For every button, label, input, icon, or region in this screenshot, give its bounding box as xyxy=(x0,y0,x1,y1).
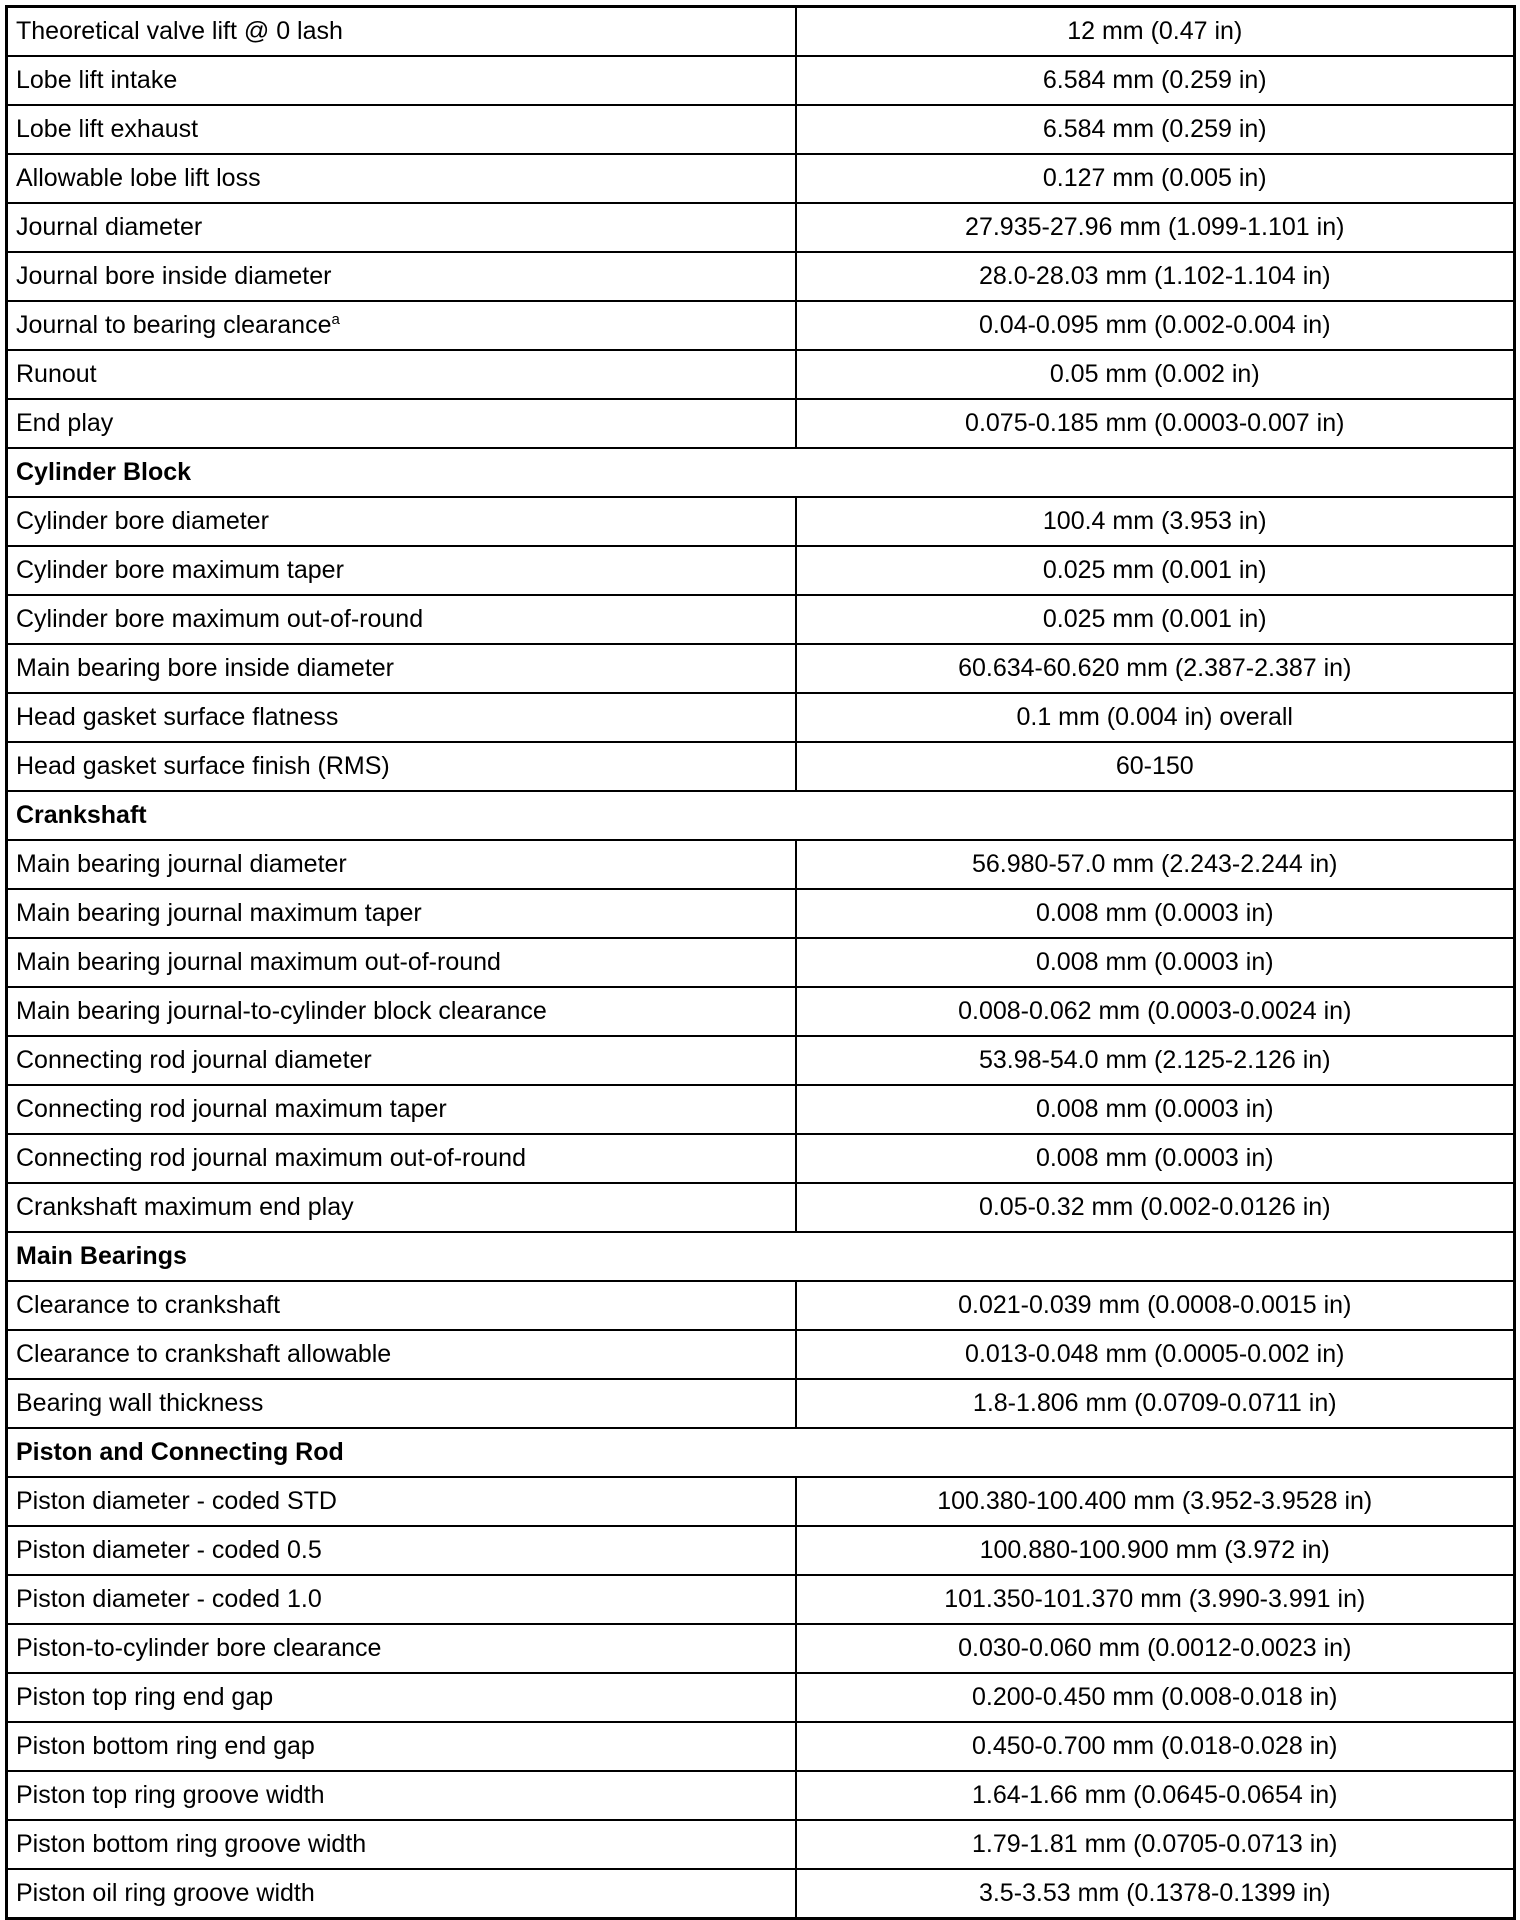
spec-value: 6.584 mm (0.259 in) xyxy=(796,105,1515,154)
spec-label-cell xyxy=(7,1869,796,1919)
spec-value: 0.008-0.062 mm (0.0003-0.0024 in) xyxy=(796,987,1515,1036)
spec-label-cell xyxy=(7,350,796,399)
spec-value: 1.79-1.81 mm (0.0705-0.0713 in) xyxy=(796,1820,1515,1869)
spec-label: Crankshaft maximum end play xyxy=(16,1193,354,1221)
spec-label: Main bearing journal maximum out-of-round xyxy=(16,948,501,976)
spec-label-cell xyxy=(7,1085,796,1134)
table-row xyxy=(7,1183,1515,1232)
spec-label-cell xyxy=(7,595,796,644)
spec-label-cell xyxy=(7,1330,796,1379)
spec-value: 0.05 mm (0.002 in) xyxy=(796,350,1515,399)
spec-label: Piston bottom ring end gap xyxy=(16,1732,315,1760)
spec-label-cell xyxy=(7,56,796,105)
spec-value: 0.008 mm (0.0003 in) xyxy=(796,938,1515,987)
spec-value: 0.1 mm (0.004 in) overall xyxy=(796,693,1515,742)
spec-value: 53.98-54.0 mm (2.125-2.126 in) xyxy=(796,1036,1515,1085)
spec-value: 28.0-28.03 mm (1.102-1.104 in) xyxy=(796,252,1515,301)
spec-label-cell xyxy=(7,1820,796,1869)
spec-label: Cylinder bore diameter xyxy=(16,507,269,535)
spec-label-cell xyxy=(7,1183,796,1232)
footnote-marker: a xyxy=(331,311,340,328)
table-row xyxy=(7,546,1515,595)
specification-table-body xyxy=(7,7,1515,1919)
spec-label: Cylinder bore maximum out-of-round xyxy=(16,605,424,633)
spec-label: Clearance to crankshaft xyxy=(16,1291,281,1319)
spec-label-cell xyxy=(7,252,796,301)
table-row xyxy=(7,1722,1515,1771)
spec-value: 0.450-0.700 mm (0.018-0.028 in) xyxy=(796,1722,1515,1771)
spec-label-cell xyxy=(7,301,796,350)
table-row xyxy=(7,497,1515,546)
spec-label: Main bearing journal-to-cylinder block clearance xyxy=(16,997,547,1025)
spec-label: Piston bottom ring groove width xyxy=(16,1830,367,1858)
spec-value: 0.05-0.32 mm (0.002-0.0126 in) xyxy=(796,1183,1515,1232)
table-row xyxy=(7,301,1515,350)
table-row xyxy=(7,1477,1515,1526)
spec-label: Bearing wall thickness xyxy=(16,1389,264,1417)
section-title: Cylinder Block xyxy=(7,448,1515,497)
spec-label-cell xyxy=(7,938,796,987)
spec-value: 100.380-100.400 mm (3.952-3.9528 in) xyxy=(796,1477,1515,1526)
table-row xyxy=(7,1379,1515,1428)
table-row xyxy=(7,252,1515,301)
spec-label: Piston oil ring groove width xyxy=(16,1879,315,1907)
spec-label-cell xyxy=(7,1575,796,1624)
table-row xyxy=(7,1820,1515,1869)
specification-table xyxy=(5,5,1516,1920)
table-row xyxy=(7,693,1515,742)
spec-label-cell xyxy=(7,1281,796,1330)
table-row xyxy=(7,1036,1515,1085)
spec-label-cell xyxy=(7,889,796,938)
spec-value: 1.8-1.806 mm (0.0709-0.0711 in) xyxy=(796,1379,1515,1428)
spec-value: 0.030-0.060 mm (0.0012-0.0023 in) xyxy=(796,1624,1515,1673)
spec-label: Theoretical valve lift @ 0 lash xyxy=(16,17,343,45)
spec-label: Head gasket surface flatness xyxy=(16,703,339,731)
spec-value: 0.013-0.048 mm (0.0005-0.002 in) xyxy=(796,1330,1515,1379)
spec-label: Main bearing journal maximum taper xyxy=(16,899,422,927)
table-row xyxy=(7,1575,1515,1624)
spec-label: Journal to bearing clearance xyxy=(16,311,332,339)
table-row xyxy=(7,1281,1515,1330)
table-row xyxy=(7,56,1515,105)
spec-label: End play xyxy=(16,409,114,437)
spec-value: 0.008 mm (0.0003 in) xyxy=(796,889,1515,938)
spec-label: Connecting rod journal diameter xyxy=(16,1046,372,1074)
table-row xyxy=(7,1673,1515,1722)
table-row xyxy=(7,350,1515,399)
spec-label: Piston top ring end gap xyxy=(16,1683,274,1711)
spec-label: Main bearing journal diameter xyxy=(16,850,347,878)
table-row xyxy=(7,1330,1515,1379)
spec-value: 100.4 mm (3.953 in) xyxy=(796,497,1515,546)
spec-label-cell xyxy=(7,644,796,693)
spec-label: Connecting rod journal maximum out-of-round xyxy=(16,1144,526,1172)
spec-value: 6.584 mm (0.259 in) xyxy=(796,56,1515,105)
spec-label-cell xyxy=(7,1722,796,1771)
spec-label: Piston diameter - coded 0.5 xyxy=(16,1536,322,1564)
spec-label-cell xyxy=(7,693,796,742)
spec-label: Head gasket surface finish (RMS) xyxy=(16,752,390,780)
section-title: Crankshaft xyxy=(7,791,1515,840)
spec-label: Piston top ring groove width xyxy=(16,1781,325,1809)
spec-value: 0.127 mm (0.005 in) xyxy=(796,154,1515,203)
spec-label-cell xyxy=(7,105,796,154)
spec-label: Journal bore inside diameter xyxy=(16,262,332,290)
spec-value: 0.075-0.185 mm (0.0003-0.007 in) xyxy=(796,399,1515,448)
spec-value: 0.04-0.095 mm (0.002-0.004 in) xyxy=(796,301,1515,350)
spec-label: Piston diameter - coded STD xyxy=(16,1487,337,1515)
spec-label: Clearance to crankshaft allowable xyxy=(16,1340,392,1368)
spec-label-cell xyxy=(7,987,796,1036)
spec-value: 0.200-0.450 mm (0.008-0.018 in) xyxy=(796,1673,1515,1722)
table-row xyxy=(7,1134,1515,1183)
spec-label: Main bearing bore inside diameter xyxy=(16,654,394,682)
section-title: Piston and Connecting Rod xyxy=(7,1428,1515,1477)
spec-value: 60.634-60.620 mm (2.387-2.387 in) xyxy=(796,644,1515,693)
spec-label: Runout xyxy=(16,360,97,388)
spec-label: Connecting rod journal maximum taper xyxy=(16,1095,447,1123)
table-row xyxy=(7,154,1515,203)
spec-value: 0.021-0.039 mm (0.0008-0.0015 in) xyxy=(796,1281,1515,1330)
spec-label-cell xyxy=(7,154,796,203)
table-row xyxy=(7,644,1515,693)
spec-label-cell xyxy=(7,1771,796,1820)
spec-label-cell xyxy=(7,1477,796,1526)
spec-value: 0.008 mm (0.0003 in) xyxy=(796,1134,1515,1183)
spec-label: Cylinder bore maximum taper xyxy=(16,556,344,584)
spec-value: 100.880-100.900 mm (3.972 in) xyxy=(796,1526,1515,1575)
spec-value: 101.350-101.370 mm (3.990-3.991 in) xyxy=(796,1575,1515,1624)
table-row xyxy=(7,1624,1515,1673)
table-row xyxy=(7,105,1515,154)
section-header-row xyxy=(7,448,1515,497)
spec-value: 0.025 mm (0.001 in) xyxy=(796,546,1515,595)
spec-label-cell xyxy=(7,497,796,546)
table-row xyxy=(7,1869,1515,1919)
table-row xyxy=(7,840,1515,889)
spec-label: Lobe lift intake xyxy=(16,66,178,94)
spec-value: 27.935-27.96 mm (1.099-1.101 in) xyxy=(796,203,1515,252)
section-header-row xyxy=(7,1428,1515,1477)
table-row xyxy=(7,203,1515,252)
spec-label-cell xyxy=(7,742,796,791)
spec-label-cell xyxy=(7,1134,796,1183)
spec-label-cell xyxy=(7,1379,796,1428)
table-row xyxy=(7,595,1515,644)
spec-label-cell xyxy=(7,1624,796,1673)
spec-label-cell xyxy=(7,1673,796,1722)
section-title: Main Bearings xyxy=(7,1232,1515,1281)
spec-value: 3.5-3.53 mm (0.1378-0.1399 in) xyxy=(796,1869,1515,1919)
table-row xyxy=(7,399,1515,448)
table-row xyxy=(7,987,1515,1036)
spec-value: 12 mm (0.47 in) xyxy=(796,7,1515,57)
spec-value: 0.025 mm (0.001 in) xyxy=(796,595,1515,644)
spec-label-cell xyxy=(7,546,796,595)
spec-label: Journal diameter xyxy=(16,213,203,241)
spec-label-cell xyxy=(7,203,796,252)
table-row xyxy=(7,1771,1515,1820)
spec-value: 1.64-1.66 mm (0.0645-0.0654 in) xyxy=(796,1771,1515,1820)
spec-label-cell xyxy=(7,1036,796,1085)
spec-value: 56.980-57.0 mm (2.243-2.244 in) xyxy=(796,840,1515,889)
spec-label-cell xyxy=(7,399,796,448)
spec-label: Allowable lobe lift loss xyxy=(16,164,261,192)
spec-label-cell xyxy=(7,1526,796,1575)
spec-value: 60-150 xyxy=(796,742,1515,791)
spec-label: Piston diameter - coded 1.0 xyxy=(16,1585,322,1613)
spec-label-cell xyxy=(7,7,796,57)
table-row xyxy=(7,742,1515,791)
section-header-row xyxy=(7,1232,1515,1281)
section-header-row xyxy=(7,791,1515,840)
table-row xyxy=(7,938,1515,987)
spec-label: Lobe lift exhaust xyxy=(16,115,199,143)
table-row xyxy=(7,7,1515,57)
spec-value: 0.008 mm (0.0003 in) xyxy=(796,1085,1515,1134)
table-row xyxy=(7,889,1515,938)
table-row xyxy=(7,1526,1515,1575)
spec-label: Piston-to-cylinder bore clearance xyxy=(16,1634,382,1662)
spec-label-cell xyxy=(7,840,796,889)
table-row xyxy=(7,1085,1515,1134)
